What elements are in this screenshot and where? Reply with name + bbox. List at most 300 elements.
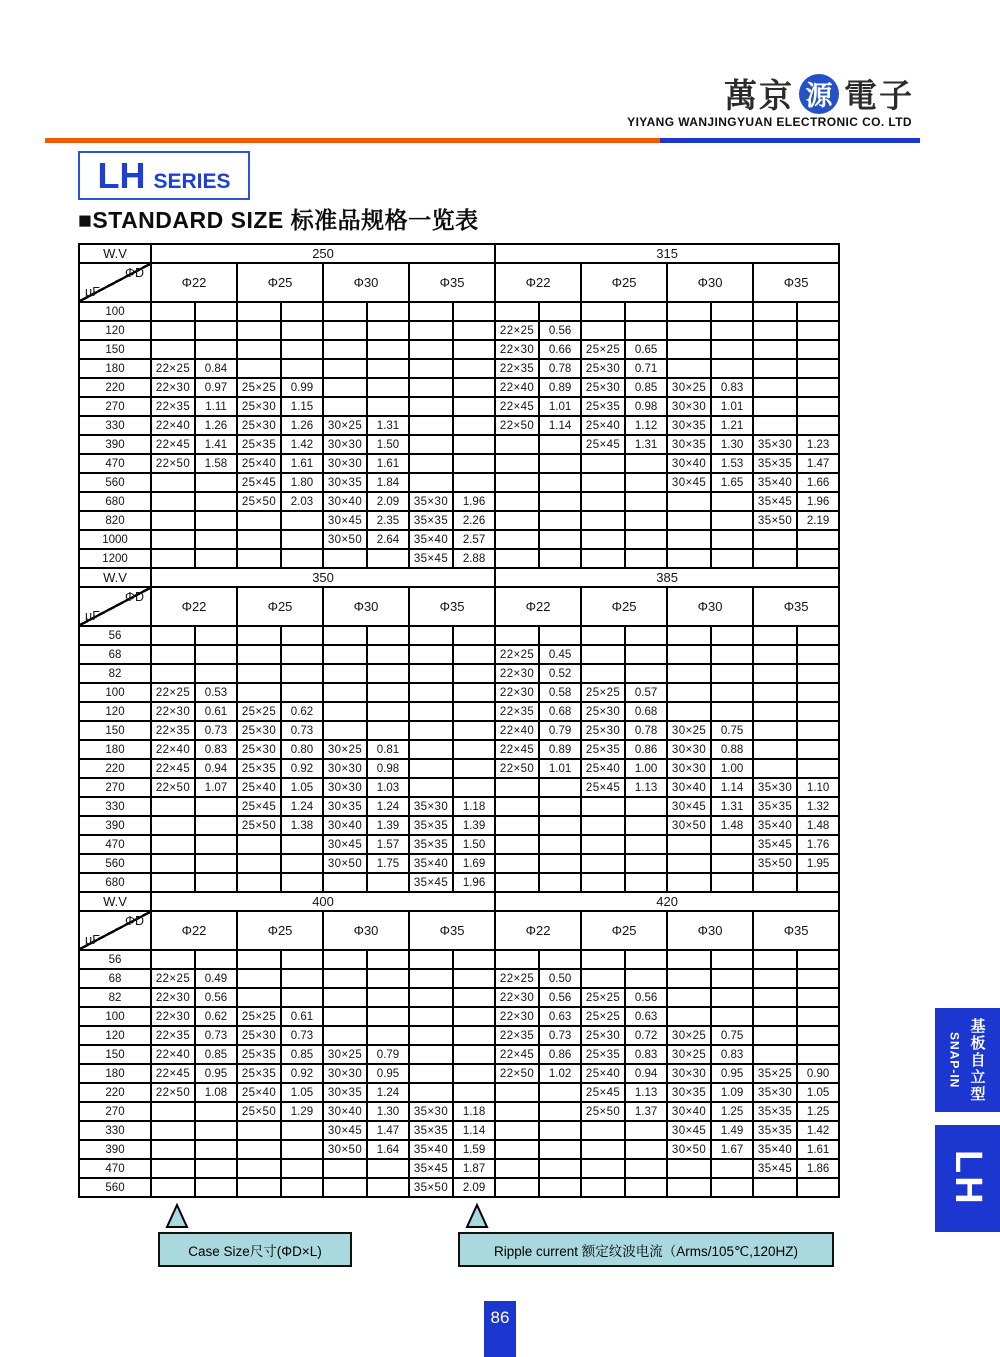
- case-size-cell: [753, 645, 797, 664]
- case-size-cell: 25×25: [237, 702, 281, 721]
- ripple-current-cell: 1.80: [281, 473, 323, 492]
- case-size-cell: 22×30: [151, 988, 195, 1007]
- uf-label: μF: [85, 609, 100, 623]
- ripple-current-cell: 1.95: [797, 854, 839, 873]
- case-size-cell: [409, 626, 453, 645]
- case-size-cell: 25×35: [237, 1064, 281, 1083]
- ripple-current-cell: [711, 988, 753, 1007]
- ripple-current-cell: [625, 797, 667, 816]
- ripple-current-cell: 0.73: [281, 721, 323, 740]
- case-size-cell: [323, 950, 367, 969]
- ripple-current-cell: 0.97: [195, 378, 237, 397]
- ripple-current-cell: [625, 626, 667, 645]
- ripple-current-cell: [797, 397, 839, 416]
- case-size-cell: [753, 873, 797, 892]
- case-size-cell: 25×35: [581, 397, 625, 416]
- ripple-current-cell: 0.56: [625, 988, 667, 1007]
- case-size-cell: [409, 1045, 453, 1064]
- case-size-cell: 22×45: [495, 1045, 539, 1064]
- case-size-cell: 22×45: [495, 740, 539, 759]
- ripple-current-cell: 0.78: [539, 359, 581, 378]
- case-size-cell: 22×50: [495, 1064, 539, 1083]
- ripple-current-cell: [453, 683, 495, 702]
- ripple-current-cell: 0.80: [281, 740, 323, 759]
- ripple-current-cell: [539, 435, 581, 454]
- case-size-cell: [667, 530, 711, 549]
- case-size-cell: 35×50: [409, 1178, 453, 1197]
- ripple-current-cell: [453, 645, 495, 664]
- case-size-cell: [667, 1159, 711, 1178]
- ripple-current-cell: 1.64: [367, 1140, 409, 1159]
- ripple-current-cell: [625, 1159, 667, 1178]
- case-size-cell: [323, 549, 367, 568]
- ripple-current-cell: [539, 835, 581, 854]
- case-size-cell: [323, 378, 367, 397]
- case-size-cell: 30×25: [323, 740, 367, 759]
- ripple-current-cell: [711, 835, 753, 854]
- ripple-current-cell: [281, 530, 323, 549]
- diameter-header: Φ25: [237, 911, 323, 950]
- ripple-current-cell: 1.39: [367, 816, 409, 835]
- case-size-cell: 22×50: [151, 1083, 195, 1102]
- ripple-current-cell: 1.41: [195, 435, 237, 454]
- uf-value: 470: [79, 835, 151, 854]
- case-size-cell: [753, 759, 797, 778]
- ripple-current-cell: 0.83: [195, 740, 237, 759]
- ripple-current-cell: [797, 721, 839, 740]
- diameter-header: Φ30: [323, 263, 409, 302]
- case-size-cell: [495, 1159, 539, 1178]
- case-size-cell: 25×30: [237, 416, 281, 435]
- case-size-cell: [409, 473, 453, 492]
- case-size-cell: [753, 664, 797, 683]
- page-number: 86: [484, 1301, 516, 1357]
- case-size-cell: [581, 645, 625, 664]
- ripple-current-cell: [453, 988, 495, 1007]
- ripple-current-cell: [195, 302, 237, 321]
- case-size-cell: [495, 1140, 539, 1159]
- ripple-current-cell: [367, 702, 409, 721]
- case-size-cell: [753, 340, 797, 359]
- ripple-current-cell: [281, 302, 323, 321]
- case-size-cell: 22×30: [151, 702, 195, 721]
- ripple-current-cell: 0.45: [539, 645, 581, 664]
- ripple-current-cell: 1.65: [711, 473, 753, 492]
- ripple-current-cell: [625, 835, 667, 854]
- diameter-header: Φ22: [495, 263, 581, 302]
- ripple-current-cell: 1.61: [281, 454, 323, 473]
- ripple-current-cell: 1.42: [281, 435, 323, 454]
- ripple-current-cell: 1.21: [711, 416, 753, 435]
- case-size-cell: 30×30: [323, 454, 367, 473]
- ripple-current-cell: [367, 950, 409, 969]
- uf-value: 220: [79, 1083, 151, 1102]
- uf-value: 82: [79, 664, 151, 683]
- company-name: YIYANG WANJINGYUAN ELECTRONIC CO. LTD: [627, 115, 912, 129]
- case-size-cell: 25×45: [581, 778, 625, 797]
- ripple-current-cell: 1.39: [453, 816, 495, 835]
- ripple-current-cell: [711, 511, 753, 530]
- case-size-cell: [237, 683, 281, 702]
- ripple-current-cell: [281, 359, 323, 378]
- ripple-current-cell: 1.23: [797, 435, 839, 454]
- case-size-cell: 30×50: [667, 1140, 711, 1159]
- ripple-current-cell: 0.99: [281, 378, 323, 397]
- case-size-cell: [151, 549, 195, 568]
- ripple-current-cell: [195, 1102, 237, 1121]
- logo-circle-icon: 源: [799, 74, 839, 114]
- case-size-cell: 30×35: [323, 797, 367, 816]
- case-size-cell: [237, 626, 281, 645]
- wv-label: W.V: [79, 568, 151, 587]
- case-size-cell: [753, 1045, 797, 1064]
- case-size-cell: 35×45: [409, 873, 453, 892]
- ripple-current-cell: [797, 969, 839, 988]
- ripple-current-cell: 1.18: [453, 797, 495, 816]
- ripple-current-cell: [281, 969, 323, 988]
- ripple-current-cell: 1.10: [797, 778, 839, 797]
- ripple-current-cell: [711, 873, 753, 892]
- ripple-current-cell: [711, 530, 753, 549]
- ripple-current-cell: [453, 702, 495, 721]
- ripple-current-cell: 2.88: [453, 549, 495, 568]
- case-size-cell: 35×30: [409, 797, 453, 816]
- case-size-cell: [151, 302, 195, 321]
- series-badge: [78, 151, 250, 200]
- case-size-cell: [495, 549, 539, 568]
- case-size-cell: 35×30: [753, 435, 797, 454]
- case-size-cell: 25×30: [581, 1026, 625, 1045]
- ripple-current-cell: 0.84: [195, 359, 237, 378]
- uf-value: 390: [79, 816, 151, 835]
- case-size-cell: [323, 340, 367, 359]
- case-size-cell: [323, 302, 367, 321]
- ripple-current-cell: [711, 302, 753, 321]
- case-size-cell: 25×40: [237, 1083, 281, 1102]
- ripple-current-cell: 1.30: [711, 435, 753, 454]
- ripple-current-cell: [281, 664, 323, 683]
- case-size-cell: [409, 664, 453, 683]
- ripple-current-cell: 0.85: [625, 378, 667, 397]
- diameter-header: Φ30: [667, 911, 753, 950]
- case-size-cell: 30×40: [667, 778, 711, 797]
- case-size-cell: [409, 340, 453, 359]
- case-size-cell: 30×40: [323, 816, 367, 835]
- case-size-cell: 35×45: [753, 492, 797, 511]
- case-size-cell: 25×45: [237, 797, 281, 816]
- ripple-current-cell: [195, 854, 237, 873]
- case-size-cell: [323, 359, 367, 378]
- ripple-current-cell: [281, 340, 323, 359]
- uf-value: 56: [79, 950, 151, 969]
- case-size-cell: 25×45: [237, 473, 281, 492]
- ripple-current-cell: [539, 454, 581, 473]
- ripple-current-cell: 1.00: [625, 759, 667, 778]
- ripple-current-cell: 1.53: [711, 454, 753, 473]
- case-size-cell: 25×40: [237, 454, 281, 473]
- uf-value: 1000: [79, 530, 151, 549]
- case-size-cell: [237, 873, 281, 892]
- ripple-current-cell: 0.56: [195, 988, 237, 1007]
- case-size-cell: [667, 511, 711, 530]
- ripple-current-cell: [797, 702, 839, 721]
- ripple-current-cell: [453, 626, 495, 645]
- uf-value: 330: [79, 797, 151, 816]
- case-size-cell: 35×35: [753, 454, 797, 473]
- case-size-cell: [409, 1083, 453, 1102]
- case-size-pointer-triangle-icon: [164, 1202, 190, 1230]
- ripple-current-cell: 0.68: [539, 702, 581, 721]
- case-size-cell: [667, 854, 711, 873]
- ripple-current-cell: 1.38: [281, 816, 323, 835]
- uf-value: 120: [79, 702, 151, 721]
- ripple-current-cell: [539, 626, 581, 645]
- case-size-cell: [495, 816, 539, 835]
- ripple-current-cell: [195, 1159, 237, 1178]
- case-size-cell: [151, 1178, 195, 1197]
- case-size-cell: [753, 626, 797, 645]
- case-size-cell: [753, 988, 797, 1007]
- case-size-cell: [753, 969, 797, 988]
- ripple-current-cell: 1.18: [453, 1102, 495, 1121]
- ripple-current-cell: 1.05: [281, 1083, 323, 1102]
- case-size-cell: 25×50: [237, 816, 281, 835]
- case-size-cell: [409, 321, 453, 340]
- ripple-current-cell: [367, 1026, 409, 1045]
- ripple-current-cell: [367, 321, 409, 340]
- case-size-cell: [667, 549, 711, 568]
- case-size-cell: [667, 645, 711, 664]
- ripple-current-cell: 2.09: [367, 492, 409, 511]
- ripple-current-cell: [367, 626, 409, 645]
- ripple-current-cell: 0.85: [281, 1045, 323, 1064]
- case-size-cell: [151, 1121, 195, 1140]
- ripple-current-cell: 0.66: [539, 340, 581, 359]
- case-size-cell: 30×45: [323, 835, 367, 854]
- ripple-current-cell: 0.86: [625, 740, 667, 759]
- ripple-current-cell: [539, 873, 581, 892]
- ripple-current-cell: 1.00: [711, 759, 753, 778]
- ripple-current-cell: 1.08: [195, 1083, 237, 1102]
- case-size-cell: [581, 950, 625, 969]
- ripple-current-cell: 2.26: [453, 511, 495, 530]
- ripple-current-legend: Ripple current 额定纹波电流（Arms/105℃,120HZ): [458, 1232, 834, 1267]
- ripple-current-cell: 2.19: [797, 511, 839, 530]
- ripple-current-cell: [711, 626, 753, 645]
- case-size-cell: 25×25: [581, 340, 625, 359]
- case-size-cell: 22×50: [495, 416, 539, 435]
- case-size-cell: [237, 340, 281, 359]
- case-size-cell: [237, 1121, 281, 1140]
- ripple-current-cell: 0.56: [539, 988, 581, 1007]
- ripple-current-cell: 1.31: [625, 435, 667, 454]
- case-size-cell: 30×45: [323, 1121, 367, 1140]
- case-size-cell: [495, 492, 539, 511]
- uf-value: 470: [79, 1159, 151, 1178]
- case-size-cell: [495, 950, 539, 969]
- ripple-current-cell: [453, 340, 495, 359]
- ripple-current-cell: 1.26: [281, 416, 323, 435]
- case-size-cell: [753, 702, 797, 721]
- case-size-cell: 35×35: [409, 1121, 453, 1140]
- standard-size-table: [78, 243, 840, 1198]
- case-size-cell: 30×35: [667, 416, 711, 435]
- ripple-current-cell: [539, 511, 581, 530]
- ripple-current-cell: 0.95: [711, 1064, 753, 1083]
- ripple-current-cell: [453, 435, 495, 454]
- table-body: [79, 244, 839, 1197]
- ripple-current-cell: 0.79: [539, 721, 581, 740]
- voltage-value: 385: [495, 568, 839, 587]
- case-size-cell: [753, 549, 797, 568]
- ripple-current-cell: 0.57: [625, 683, 667, 702]
- case-size-cell: 25×30: [581, 721, 625, 740]
- phi-d-label: ΦD: [124, 914, 144, 928]
- case-size-cell: [409, 378, 453, 397]
- ripple-current-cell: 0.81: [367, 740, 409, 759]
- ripple-current-cell: [797, 988, 839, 1007]
- header-divider: [45, 138, 920, 143]
- ripple-current-cell: 0.98: [367, 759, 409, 778]
- case-size-cell: 35×40: [409, 854, 453, 873]
- case-size-cell: [581, 321, 625, 340]
- ripple-current-cell: [625, 873, 667, 892]
- case-size-cell: 22×45: [151, 435, 195, 454]
- ripple-current-cell: [625, 950, 667, 969]
- case-size-cell: [323, 1159, 367, 1178]
- ripple-current-cell: 0.92: [281, 759, 323, 778]
- case-size-cell: [151, 1140, 195, 1159]
- ripple-current-cell: [797, 1007, 839, 1026]
- ripple-current-cell: 0.61: [195, 702, 237, 721]
- case-size-cell: 22×50: [151, 778, 195, 797]
- case-size-cell: 35×35: [753, 1102, 797, 1121]
- case-size-cell: 30×35: [667, 1083, 711, 1102]
- case-size-cell: 22×40: [495, 378, 539, 397]
- case-size-cell: 30×30: [667, 1064, 711, 1083]
- uf-label: μF: [85, 933, 100, 947]
- ripple-current-cell: 1.14: [453, 1121, 495, 1140]
- case-size-cell: [581, 473, 625, 492]
- case-size-cell: [237, 530, 281, 549]
- case-size-cell: 35×40: [409, 1140, 453, 1159]
- ripple-current-cell: [367, 1007, 409, 1026]
- case-size-cell: [151, 854, 195, 873]
- case-size-cell: 30×50: [323, 530, 367, 549]
- ripple-current-cell: [711, 359, 753, 378]
- case-size-cell: 22×30: [495, 988, 539, 1007]
- case-size-cell: 35×30: [753, 778, 797, 797]
- ripple-current-cell: [453, 416, 495, 435]
- ripple-current-cell: 0.73: [195, 1026, 237, 1045]
- ripple-current-cell: [453, 359, 495, 378]
- ripple-current-cell: 1.75: [367, 854, 409, 873]
- ripple-current-cell: [195, 492, 237, 511]
- ripple-current-cell: [195, 1121, 237, 1140]
- case-size-cell: [667, 835, 711, 854]
- ripple-current-cell: [797, 302, 839, 321]
- case-size-cell: 25×40: [237, 778, 281, 797]
- case-size-cell: [237, 988, 281, 1007]
- ripple-current-cell: [195, 340, 237, 359]
- case-size-cell: 35×50: [753, 511, 797, 530]
- case-size-cell: 35×45: [753, 835, 797, 854]
- uf-value: 680: [79, 492, 151, 511]
- ripple-current-cell: [797, 645, 839, 664]
- case-size-cell: 22×40: [151, 1045, 195, 1064]
- diameter-header: Φ35: [409, 911, 495, 950]
- ripple-current-cell: 1.24: [281, 797, 323, 816]
- case-size-cell: 22×30: [151, 378, 195, 397]
- case-size-cell: [323, 397, 367, 416]
- case-size-cell: [237, 835, 281, 854]
- uf-value: 560: [79, 473, 151, 492]
- case-size-cell: [151, 816, 195, 835]
- ripple-current-cell: [195, 1178, 237, 1197]
- case-size-cell: 30×30: [667, 740, 711, 759]
- case-size-cell: [151, 473, 195, 492]
- case-size-cell: [495, 473, 539, 492]
- case-size-cell: [237, 969, 281, 988]
- case-size-cell: [409, 759, 453, 778]
- case-size-cell: 30×30: [323, 759, 367, 778]
- case-size-cell: [753, 950, 797, 969]
- ripple-current-cell: [625, 1178, 667, 1197]
- ripple-current-cell: [195, 321, 237, 340]
- ripple-current-cell: [711, 854, 753, 873]
- case-size-cell: 35×40: [409, 530, 453, 549]
- case-size-cell: [409, 1007, 453, 1026]
- ripple-current-cell: [453, 721, 495, 740]
- page-title: ■STANDARD SIZE 标准品规格一览表: [78, 207, 479, 233]
- case-size-cell: [667, 969, 711, 988]
- case-size-cell: [667, 702, 711, 721]
- case-size-cell: [581, 302, 625, 321]
- case-size-cell: 35×35: [409, 835, 453, 854]
- case-size-cell: 35×30: [753, 1083, 797, 1102]
- ripple-current-cell: [711, 664, 753, 683]
- uf-value: 220: [79, 759, 151, 778]
- case-size-cell: [323, 721, 367, 740]
- case-size-cell: [151, 797, 195, 816]
- ripple-current-cell: [281, 1140, 323, 1159]
- case-size-cell: [237, 549, 281, 568]
- ripple-current-cell: [453, 321, 495, 340]
- ripple-current-cell: [367, 340, 409, 359]
- case-size-cell: [753, 1007, 797, 1026]
- ripple-current-cell: [453, 778, 495, 797]
- case-size-cell: 35×45: [409, 1159, 453, 1178]
- ripple-current-cell: [195, 835, 237, 854]
- case-size-cell: [409, 988, 453, 1007]
- case-size-cell: [495, 1102, 539, 1121]
- case-size-cell: [151, 626, 195, 645]
- case-size-cell: 30×45: [667, 473, 711, 492]
- ripple-current-cell: [367, 549, 409, 568]
- case-size-cell: [667, 302, 711, 321]
- ripple-current-cell: [453, 1045, 495, 1064]
- case-size-cell: 22×45: [151, 759, 195, 778]
- ripple-current-cell: [195, 626, 237, 645]
- uf-value: 390: [79, 1140, 151, 1159]
- uf-value: 330: [79, 416, 151, 435]
- ripple-current-cell: [797, 321, 839, 340]
- case-size-cell: 35×35: [409, 816, 453, 835]
- case-size-cell: [581, 664, 625, 683]
- case-size-cell: [409, 702, 453, 721]
- diameter-header: Φ35: [753, 263, 839, 302]
- case-size-cell: [667, 340, 711, 359]
